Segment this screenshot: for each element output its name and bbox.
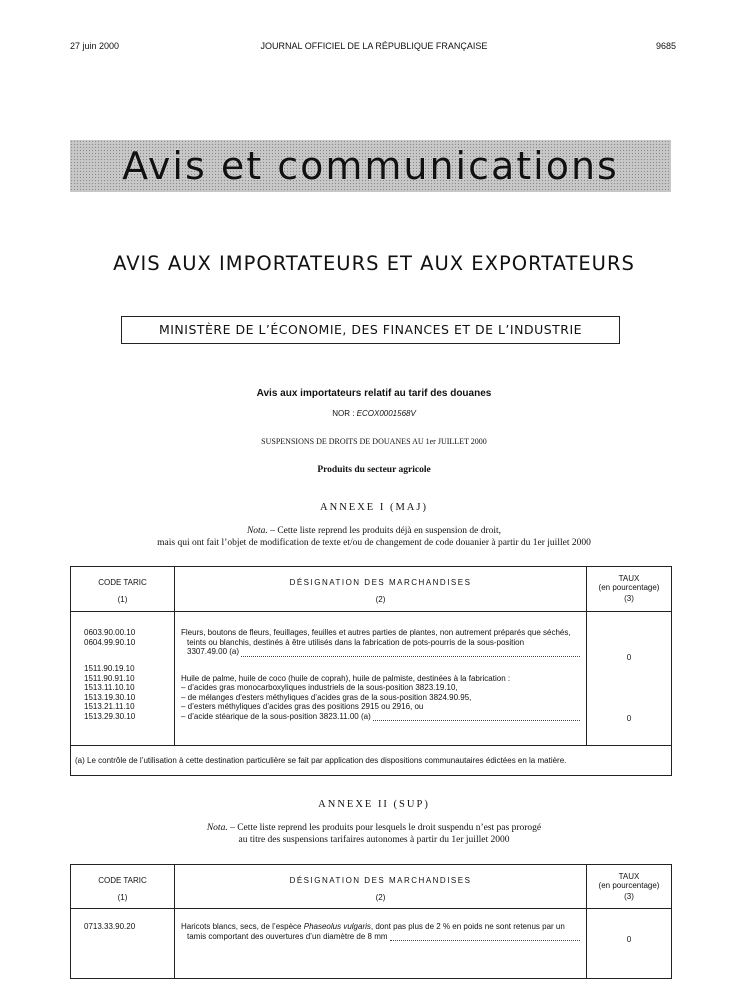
nor-label: NOR : [332,409,355,418]
header-designation: DÉSIGNATION DES MARCHANDISES (2) [175,567,587,612]
annex2-nota-line1: Nota. – Cette liste reprend les produits pour lesquels le droit suspendu n’est pas prorogé [206,823,542,833]
rate-value: 0 [626,653,632,662]
code: 0604.99.90.10 [84,637,136,647]
table-row [71,612,672,746]
code: 1513.11.10.10 [84,683,135,692]
footnote: (a) Le contrôle de l’utilisation à cette destination particulière se fait par application des dispositions communautaires édictées en la matière. [71,746,672,776]
row-rates [587,612,672,746]
ministry-box: MINISTÈRE DE L’ÉCONOMIE, DES FINANCES ET DE L’INDUSTRIE [121,316,620,344]
nor-code: ECOX0001568V [356,409,416,418]
leader-dots [241,647,580,657]
annex1-table [70,566,672,776]
code: 1511.90.19.10 [84,664,135,673]
leader-dots [373,712,580,722]
designation-line: – d’acide stéarique de la sous-position 3823.11.00 (a) [181,712,580,722]
section-banner [70,140,671,192]
row-rates [587,909,672,979]
header-code: CODE TARIC (1) [71,865,175,909]
designation-line: tamis comportant des ouvertures d’un diamètre de 8 mm [181,932,580,942]
code: 1513.21.11.10 [84,702,135,711]
footnote-row [71,746,672,776]
designation-line: – d’acides gras monocarboxyliques industriels de la sous-position 3823.19.10, [181,683,458,692]
annex1-nota-line2: mais qui ont fait l’objet de modification de texte et/ou de changement de code douanier à partir du 1er juillet 2000 [157,538,591,548]
code: 1513.19.30.10 [84,692,136,702]
annex1-nota [0,525,748,549]
nor-line [0,409,748,418]
row-designations [175,909,587,979]
designation-line: Haricots blancs, secs, de l’espèce Phaseolus vulgaris, dont pas plus de 2 % en poids ne sont retenus par un [181,922,565,931]
header-journal: JOURNAL OFFICIEL DE LA RÉPUBLIQUE FRANÇAISE [260,41,488,51]
annex2-nota-line2: au titre des suspensions tarifaires autonomes à partir du 1er juillet 2000 [238,835,510,845]
annex1-nota-line1: Nota. – Cette liste reprend les produits déjà en suspension de droit, [246,526,502,536]
header-date: 27 juin 2000 [70,41,120,51]
designation-line: teints ou blanchis, destinés à être utilisés dans la fabrication de pots-pourris de la sous-position [187,637,525,647]
designation-line: Huile de palme, huile de coco (huile de coprah), huile de palmiste, destinées à la fabrication : [181,673,511,683]
sector-heading: Produits du secteur agricole [317,465,431,475]
species-name: Phaseolus vulgaris [303,922,371,931]
annex2-title: ANNEXE II (SUP) [318,799,430,810]
annex2-table [70,864,672,979]
designation-line: 3307.49.00 (a) [181,647,580,657]
header-designation: DÉSIGNATION DES MARCHANDISES (2) [175,865,587,909]
code: 1513.29.30.10 [84,711,136,721]
header-code: CODE TARIC (1) [71,567,175,612]
leader-dots [390,932,580,942]
annex2-nota-label: Nota. [206,823,228,833]
row-codes [71,909,175,979]
header-rate: TAUX (en pourcentage) (3) [587,865,672,909]
rate-value: 0 [626,714,632,723]
annex1-title: ANNEXE I (MAJ) [320,502,428,513]
banner-title: Avis et communications [122,144,619,188]
annex2-nota [0,822,748,846]
row-codes [71,612,175,746]
notice-title: Avis aux importateurs relatif au tarif des douanes [256,388,492,399]
rate-value: 0 [626,935,632,944]
header-rate: TAUX (en pourcentage) (3) [587,567,672,612]
designation-line: – d’esters méthyliques d’acides gras des positions 2915 ou 2916, ou [181,702,424,711]
table-row [71,909,672,979]
annex1-nota-label: Nota. [246,526,268,536]
designation-line: Fleurs, boutons de fleurs, feuillages, feuilles et autres parties de plantes, non autrement préparés que séchés, [181,628,571,637]
designation-line: – de mélanges d’esters méthyliques d’acides gras de la sous-position 3824.90.95, [181,692,472,702]
code: 0603.90.00.10 [84,628,136,637]
suspensions-heading: SUSPENSIONS DE DROITS DE DOUANES AU 1er JUILLET 2000 [261,437,487,446]
section-title: AVIS AUX IMPORTATEURS ET AUX EXPORTATEURS [113,252,635,275]
header-page-number: 9685 [655,41,676,51]
table-header-row [71,865,672,909]
code: 0713.33.90.20 [84,922,136,931]
table-header-row [71,567,672,612]
row-designations [175,612,587,746]
code: 1511.90.91.10 [84,673,135,683]
